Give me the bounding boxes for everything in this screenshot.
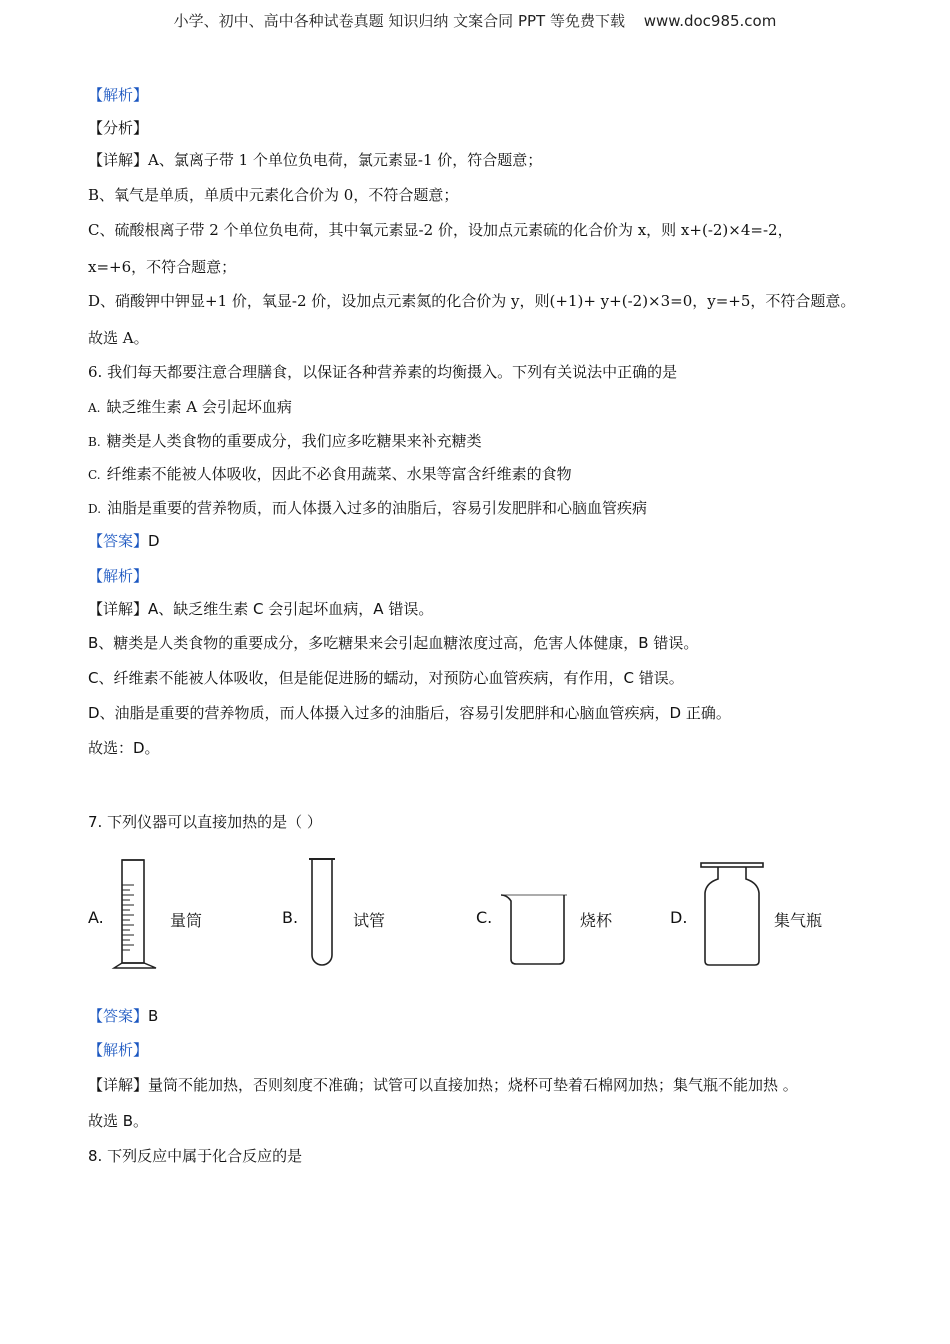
q5-detail-line-b: B、氧气是单质，单质中元素化合价为 0，不符合题意；: [88, 186, 459, 204]
q5-conclusion: 故选 A。: [88, 329, 149, 347]
q8-stem: 8. 下列反应中属于化合反应的是: [88, 1147, 303, 1165]
q6-detail-tag: 【详解】: [88, 600, 149, 618]
q7-answer-tag: 【答案】: [88, 1007, 149, 1025]
gas-bottle-icon: [698, 855, 766, 973]
q7-detail-tag: 【详解】: [88, 1076, 149, 1094]
q7-detail-text: 量筒不能加热，否则刻度不准确；试管可以直接加热；烧杯可垫着石棉网加热；集气瓶不能加热 。: [148, 1076, 798, 1094]
q7-option-c-letter: C.: [476, 908, 493, 927]
q7-option-c-name: 烧杯: [580, 911, 613, 930]
q5-detail-text-a: A、氯离子带 1 个单位负电荷，氯元素显-1 价，符合题意；: [148, 151, 543, 169]
q6-detail-line-b: B、糖类是人类食物的重要成分，多吃糖果来会引起血糖浓度过高，危害人体健康，B 错误。: [88, 634, 699, 652]
q6-answer: [88, 531, 160, 551]
q5-detail-line-c-cont: x=+6，不符合题意；: [88, 258, 237, 276]
test-tube-icon: [305, 855, 339, 973]
q7-option-a-name: 量筒: [170, 911, 203, 930]
q7-answer-value: B: [148, 1007, 159, 1025]
q6-option-b: [88, 431, 482, 452]
q5-fenxi-tag: 【分析】: [88, 119, 149, 137]
q7-option-d-name: 集气瓶: [774, 911, 823, 930]
q6-detail-line-a: [88, 599, 433, 619]
q6-answer-tag: 【答案】: [88, 532, 149, 550]
q6-option-d: [88, 498, 647, 519]
q6-option-d-letter: D.: [88, 502, 102, 516]
q6-option-b-letter: B.: [88, 435, 101, 449]
q7-option-b-name: 试管: [353, 911, 386, 930]
q7-answer: [88, 1006, 158, 1026]
header-url[interactable]: www.doc985.com: [643, 12, 777, 30]
q7-option-a-letter: A.: [88, 908, 104, 927]
q6-conclusion: 故选：D。: [88, 739, 160, 757]
q6-detail-line-c: C、纤维素不能被人体吸收，但是能促进肠的蠕动，对预防心血管疾病，有作用，C 错误。: [88, 669, 684, 687]
q6-detail-text-a: A、缺乏维生素 C 会引起坏血病，A 错误。: [148, 600, 434, 618]
q5-detail-line-d: D、硝酸钾中钾显+1 价，氧显-2 价，设加点元素氮的化合价为 y，则(+1)+ y+(-2)×3=0，y=+5，不符合题意。: [88, 292, 856, 310]
q6-option-c: [88, 464, 572, 485]
q7-option-b-letter: B.: [282, 908, 299, 927]
q6-jiexi-tag: 【解析】: [88, 567, 149, 585]
q6-option-c-text: 纤维素不能被人体吸收，因此不必食用蔬菜、水果等富含纤维素的食物: [106, 465, 572, 483]
q6-option-b-text: 糖类是人类食物的重要成分，我们应多吃糖果来补充糖类: [106, 432, 482, 450]
q7-stem: 7. 下列仪器可以直接加热的是（ ）: [88, 813, 322, 831]
q7-option-d-letter: D.: [670, 908, 688, 927]
q6-option-a-letter: A.: [88, 401, 101, 415]
q6-option-a: [88, 397, 292, 418]
q5-detail-tag: 【详解】: [88, 151, 149, 169]
header-text: 小学、初中、高中各种试卷真题 知识归纳 文案合同 PPT 等免费下载: [173, 12, 625, 30]
q5-detail-line-c: C、硫酸根离子带 2 个单位负电荷，其中氧元素显-2 价，设加点元素硫的化合价为 x，则 x+(-2)×4=-2，: [88, 221, 793, 239]
q6-option-d-text: 油脂是重要的营养物质，而人体摄入过多的油脂后，容易引发肥胖和心脑血管疾病: [107, 499, 648, 517]
beaker-icon: [497, 855, 572, 973]
q7-conclusion: 故选 B。: [88, 1112, 149, 1130]
q7-detail-line: [88, 1075, 798, 1095]
graduated-cylinder-icon: [110, 855, 160, 973]
q5-jiexi-tag: 【解析】: [88, 86, 149, 104]
q6-option-c-letter: C.: [88, 468, 101, 482]
q6-stem: 6. 我们每天都要注意合理膳食，以保证各种营养素的均衡摄入。下列有关说法中正确的是: [88, 363, 678, 381]
q6-answer-value: D: [148, 532, 160, 550]
q7-jiexi-tag: 【解析】: [88, 1041, 149, 1059]
q6-option-a-text: 缺乏维生素 A 会引起坏血病: [106, 398, 292, 416]
q6-detail-line-d: D、油脂是重要的营养物质，而人体摄入过多的油脂后，容易引发肥胖和心脑血管疾病，D 正确。: [88, 704, 731, 722]
q5-detail-line-a: [88, 150, 542, 170]
page-header: [0, 10, 950, 31]
